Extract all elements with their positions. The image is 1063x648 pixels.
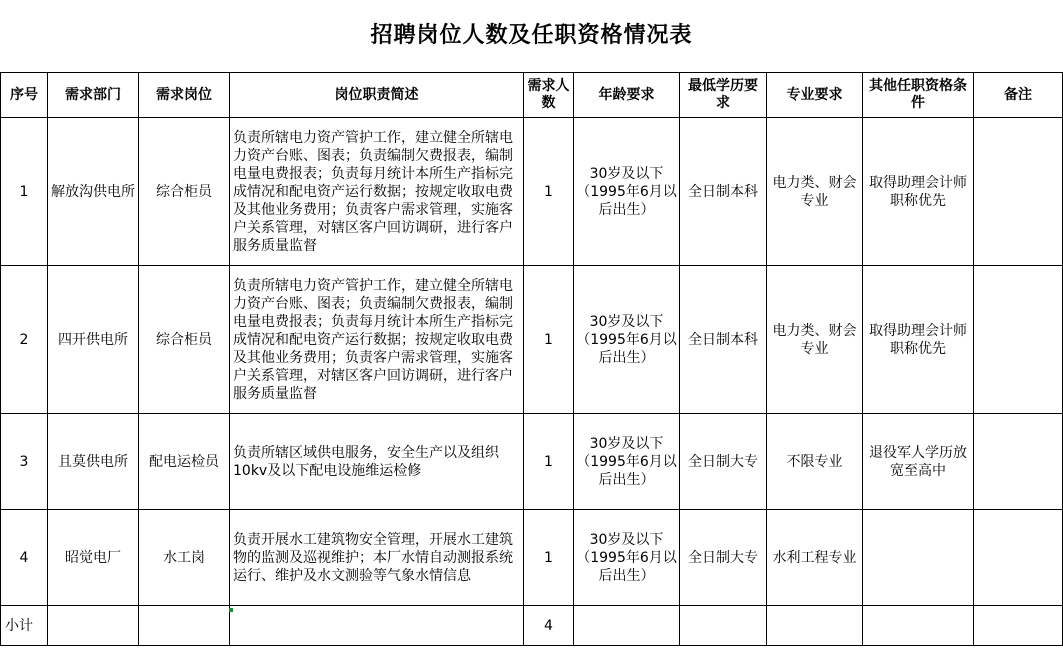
table-row bbox=[1, 266, 1063, 414]
header-count: 需求人数 bbox=[524, 73, 574, 118]
cell-dept: 且莫供电所 bbox=[48, 414, 139, 510]
cell-count: 1 bbox=[524, 510, 574, 606]
cell-note bbox=[974, 414, 1063, 510]
subtotal-label: 小计 bbox=[1, 606, 48, 646]
cell-other: 退役军人学历放宽至高中 bbox=[863, 414, 974, 510]
cell-post: 水工岗 bbox=[139, 510, 230, 606]
header-major: 专业要求 bbox=[767, 73, 863, 118]
cell-dept: 解放沟供电所 bbox=[48, 118, 139, 266]
subtotal-count: 4 bbox=[524, 606, 574, 646]
cell-other: 取得助理会计师职称优先 bbox=[863, 118, 974, 266]
cell-major: 电力类、财会专业 bbox=[767, 266, 863, 414]
subtotal-empty-cell bbox=[767, 606, 863, 646]
cell-other bbox=[863, 510, 974, 606]
cell-comment-marker bbox=[229, 608, 233, 612]
table-header-row bbox=[1, 73, 1063, 118]
table-row bbox=[1, 118, 1063, 266]
subtotal-row bbox=[1, 606, 1063, 646]
cell-seq: 4 bbox=[1, 510, 48, 606]
cell-other: 取得助理会计师职称优先 bbox=[863, 266, 974, 414]
cell-duty: 负责所辖电力资产管护工作，建立健全所辖电力资产台账、图表；负责编制欠费报表，编制电量电费报表；负责每月统计本所生产指标完成情况和配电资产运行数据；按规定收取电费及其他业务费用；负责客户需求管理，实施客户关系管理，对辖区客户回访调研，进行客户服务质量监督 bbox=[230, 266, 524, 414]
header-duty: 岗位职责简述 bbox=[230, 73, 524, 118]
header-dept: 需求部门 bbox=[48, 73, 139, 118]
cell-post: 配电运检员 bbox=[139, 414, 230, 510]
cell-seq: 3 bbox=[1, 414, 48, 510]
subtotal-empty-cell bbox=[974, 606, 1063, 646]
subtotal-empty-cell bbox=[230, 606, 524, 646]
cell-duty: 负责所辖电力资产管护工作，建立健全所辖电力资产台账、图表；负责编制欠费报表，编制电量电费报表；负责每月统计本所生产指标完成情况和配电资产运行数据；按规定收取电费及其他业务费用；负责客户需求管理，实施客户关系管理，对辖区客户回访调研，进行客户服务质量监督 bbox=[230, 118, 524, 266]
cell-major: 水利工程专业 bbox=[767, 510, 863, 606]
table-row bbox=[1, 510, 1063, 606]
subtotal-empty-cell bbox=[139, 606, 230, 646]
subtotal-empty-cell bbox=[48, 606, 139, 646]
header-other: 其他任职资格条件 bbox=[863, 73, 974, 118]
page-title: 招聘岗位人数及任职资格情况表 bbox=[370, 23, 693, 48]
cell-seq: 2 bbox=[1, 266, 48, 414]
cell-count: 1 bbox=[524, 266, 574, 414]
cell-edu: 全日制本科 bbox=[680, 266, 767, 414]
cell-dept: 昭觉电厂 bbox=[48, 510, 139, 606]
cell-dept: 四开供电所 bbox=[48, 266, 139, 414]
subtotal-empty-cell bbox=[574, 606, 680, 646]
subtotal-empty-cell bbox=[680, 606, 767, 646]
recruitment-table bbox=[0, 72, 1063, 646]
cell-count: 1 bbox=[524, 414, 574, 510]
cell-age: 30岁及以下（1995年6月以后出生） bbox=[574, 414, 680, 510]
header-age: 年龄要求 bbox=[574, 73, 680, 118]
cell-note bbox=[974, 266, 1063, 414]
table-row bbox=[1, 414, 1063, 510]
subtotal-empty-cell bbox=[863, 606, 974, 646]
cell-count: 1 bbox=[524, 118, 574, 266]
header-edu: 最低学历要求 bbox=[680, 73, 767, 118]
cell-edu: 全日制本科 bbox=[680, 118, 767, 266]
cell-note bbox=[974, 510, 1063, 606]
cell-post: 综合柜员 bbox=[139, 118, 230, 266]
cell-age: 30岁及以下（1995年6月以后出生） bbox=[574, 510, 680, 606]
cell-post: 综合柜员 bbox=[139, 266, 230, 414]
cell-duty: 负责开展水工建筑物安全管理，开展水工建筑物的监测及巡视维护；本厂水情自动测报系统运行、维护及水文测验等气象水情信息 bbox=[230, 510, 524, 606]
header-note: 备注 bbox=[974, 73, 1063, 118]
cell-duty: 负责所辖区域供电服务，安全生产以及组织10kv及以下配电设施维运检修 bbox=[230, 414, 524, 510]
cell-age: 30岁及以下（1995年6月以后出生） bbox=[574, 266, 680, 414]
cell-age: 30岁及以下（1995年6月以后出生） bbox=[574, 118, 680, 266]
cell-edu: 全日制大专 bbox=[680, 414, 767, 510]
cell-seq: 1 bbox=[1, 118, 48, 266]
cell-note bbox=[974, 118, 1063, 266]
cell-edu: 全日制大专 bbox=[680, 510, 767, 606]
cell-major: 不限专业 bbox=[767, 414, 863, 510]
header-post: 需求岗位 bbox=[139, 73, 230, 118]
cell-major: 电力类、财会专业 bbox=[767, 118, 863, 266]
header-seq: 序号 bbox=[1, 73, 48, 118]
